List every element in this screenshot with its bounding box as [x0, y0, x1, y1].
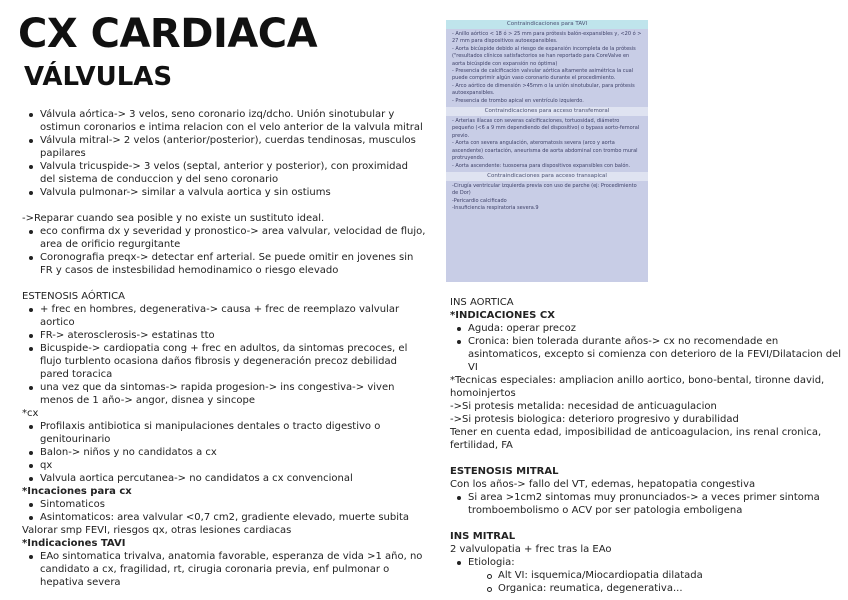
list-item: Valvula pulmonar-> similar a valvula aortica y sin ostiums	[40, 186, 426, 199]
estenosis-mitral-heading: ESTENOSIS MITRAL	[450, 466, 559, 477]
cx-line: *cx	[22, 408, 39, 419]
tavi-contraindications-image	[446, 20, 648, 282]
ci-section-3	[446, 181, 648, 215]
ci-item: - Anillo aórtico < 18 ó > 25 mm para prótesis balón-expansibles y, <20 ó > 27 mm para dispositivos autoexpansibles.	[452, 31, 642, 45]
list-item: Cronica: bien tolerada durante años-> cx no recomendade en asintomaticos, excepto si comienza con deterioro de la FEVI/Dilatacion del VI	[468, 335, 846, 374]
tener-line: Tener en cuenta edad, imposibilidad de anticoagulacion, ins renal cronica, fertilidad, FA	[450, 427, 822, 451]
ins-mitral-heading: INS MITRAL	[450, 531, 516, 542]
insmitral-line: 2 valvulopatia + frec tras la EAo	[450, 544, 612, 555]
list-item: Alt VI: isquemica/Miocardiopatia dilatada	[498, 569, 846, 582]
ci-item: - Presencia de trombo apical en ventrículo izquierdo.	[452, 97, 584, 104]
list-item: Aguda: operar precoz	[468, 322, 846, 335]
valorar-line: Valorar smp FEVI, riesgos qx, otras lesiones cardiacas	[22, 525, 292, 536]
ci-item: - Aorta bicúspide debido al riesgo de expansión incompleta de la prótesis ("resultados clínicos satisfactorios se han reportado para CoreValve en aorta bicúspide con expansión no óptima)	[452, 45, 636, 67]
ins-aortica-heading: INS AORTICA	[450, 297, 514, 308]
tavi-heading: *Indicaciones TAVI	[22, 538, 126, 549]
list-item: Coronografia preqx-> detectar enf arterial. Se puede omitir en jovenes sin FR y casos de instesbilidad hemodinamico o riesgo elevado	[40, 251, 426, 277]
list-item	[468, 556, 846, 595]
ci-item: - Arterias ilíacas con severas calcificaciones, tortuosidad, diámetro pequeño (<6 a 9 mm dependiendo del dispositivo) o bypass aorto-femoral previo.	[452, 118, 640, 139]
etiologia-list	[450, 556, 846, 595]
mitral-list	[450, 491, 846, 517]
ci-subheader-transapical: Contraindicaciones para acceso transapical	[446, 172, 648, 181]
ci-item: -Cirugía ventricular izquierda previa con uso de parche (ej: Procedimiento de Dor)	[452, 182, 637, 197]
tavi-list	[22, 550, 426, 589]
ci-header: Contraindicaciones para TAVI	[446, 20, 648, 29]
list-item: Organica: reumatica, degenerativa...	[498, 582, 846, 595]
ci-item: - Presencia de calcificación valvular aórtica altamente asimétrica la cual puede comprimir algún vaso coronario durante el procedimiento.	[452, 68, 634, 82]
list-item: FR-> aterosclerosis-> estatinas tto	[40, 329, 426, 342]
right-column	[450, 296, 846, 595]
ci-item: -Pericardio calcificado	[452, 197, 507, 204]
mitral-line: Con los años-> fallo del VT, edemas, hepatopatia congestiva	[450, 479, 756, 490]
indicaciones-list	[450, 322, 846, 374]
list-item: + frec en hombres, degenerativa-> causa + frec de reemplazo valvular aortico	[40, 303, 426, 329]
valves-list	[22, 108, 426, 199]
list-item: Si area >1cm2 sintomas muy pronunciados-> a veces primer sintoma tromboembolismo o ACV por ser patologia emboligena	[468, 491, 846, 517]
etiologia-sublist	[468, 569, 846, 595]
metalica-line: ->Si protesis metalida: necesidad de anticuagulacion	[450, 401, 717, 412]
stenosis-list	[22, 303, 426, 407]
indicaciones-cx-heading: *INDICACIONES CX	[450, 310, 555, 321]
tecnicas-line: *Tecnicas especiales: ampliacion anillo aortico, bono-bental, tironne david, homoinjertos	[450, 375, 825, 399]
list-item: Bicuspide-> cardiopatia cong + frec en adultos, da sintomas precoces, el flujo turblento ocasiona daños fibrosis y degeneración precoz debilidad pared toracica	[40, 342, 426, 381]
list-item: Asintomaticos: area valvular <0,7 cm2, gradiente elevado, muerte subita	[40, 511, 426, 524]
indications-heading: *Incaciones para cx	[22, 486, 132, 497]
stenosis-heading: ESTENOSIS AÓRTICA	[22, 291, 125, 302]
list-item: Válvula aórtica-> 3 velos, seno coronario izq/dcho. Unión sinotubular y ostimun coronarios e intima relacion con el velo anterior de la valvula mitral	[40, 108, 426, 134]
repair-list	[22, 225, 426, 277]
list-item: Balon-> niños y no candidatos a cx	[40, 446, 426, 459]
list-item: Valvula tricuspide-> 3 velos (septal, anterior y posterior), con proximidad del sistema de conduccion y del seno coronario	[40, 160, 426, 186]
cx-list	[22, 420, 426, 485]
ci-item: - Aorta con severa angulación, ateromatosis severa (arco y aorta ascendente) coartación, aneurisma de aorta abdominal con trombo mural protruyendo.	[452, 140, 638, 162]
list-item: una vez que da sintomas-> rapida progesion-> ins congestiva-> viven menos de 1 año-> angor, disnea y sincope	[40, 381, 426, 407]
section-subtitle: VÁLVULAS	[24, 62, 173, 92]
ci-section-2	[446, 116, 648, 172]
repair-line: ->Reparar cuando sea posible y no existe un sustituto ideal.	[22, 213, 325, 224]
list-item: Profilaxis antibiotica si manipulaciones dentales o tracto digestivo o genitourinario	[40, 420, 426, 446]
ci-item: - Aorta ascendente: tuosoersa para dispositivos expansibles con balón.	[452, 162, 631, 169]
ci-item: -Insuficiencia respiratoria severa.9	[452, 205, 539, 212]
list-item: Valvula aortica percutanea-> no candidatos a cx convencional	[40, 472, 426, 485]
page-title: CX CARDIACA	[18, 11, 318, 57]
ci-section-1	[446, 29, 648, 107]
list-item: Válvula mitral-> 2 velos (anterior/posterior), cuerdas tendinosas, musculos papilares	[40, 134, 426, 160]
left-column	[22, 108, 426, 589]
list-item: eco confirma dx y severidad y pronostico-> area valvular, velocidad de flujo, area de orificio regurgitante	[40, 226, 426, 250]
biologica-line: ->Si protesis biologica: deterioro progresivo y durabilidad	[450, 414, 739, 425]
list-item: EAo sintomatica trivalva, anatomia favorable, esperanza de vida >1 año, no candidato a cx, fragilidad, rt, cirugia coronaria previa, enf pulmonar o hepativa severa	[40, 550, 426, 589]
list-item: qx	[40, 459, 426, 472]
list-item: Sintomaticos	[40, 498, 426, 511]
ci-item: - Arco aórtico de dimensión >45mm o la unión sinotubular, para prótesis autoexpansibles.	[452, 82, 635, 97]
etiologia-label: Etiologia:	[468, 557, 515, 568]
ci-subheader-transfemoral: Contraindicaciones para acceso transfemoral	[446, 107, 648, 116]
indications-list	[22, 498, 426, 524]
